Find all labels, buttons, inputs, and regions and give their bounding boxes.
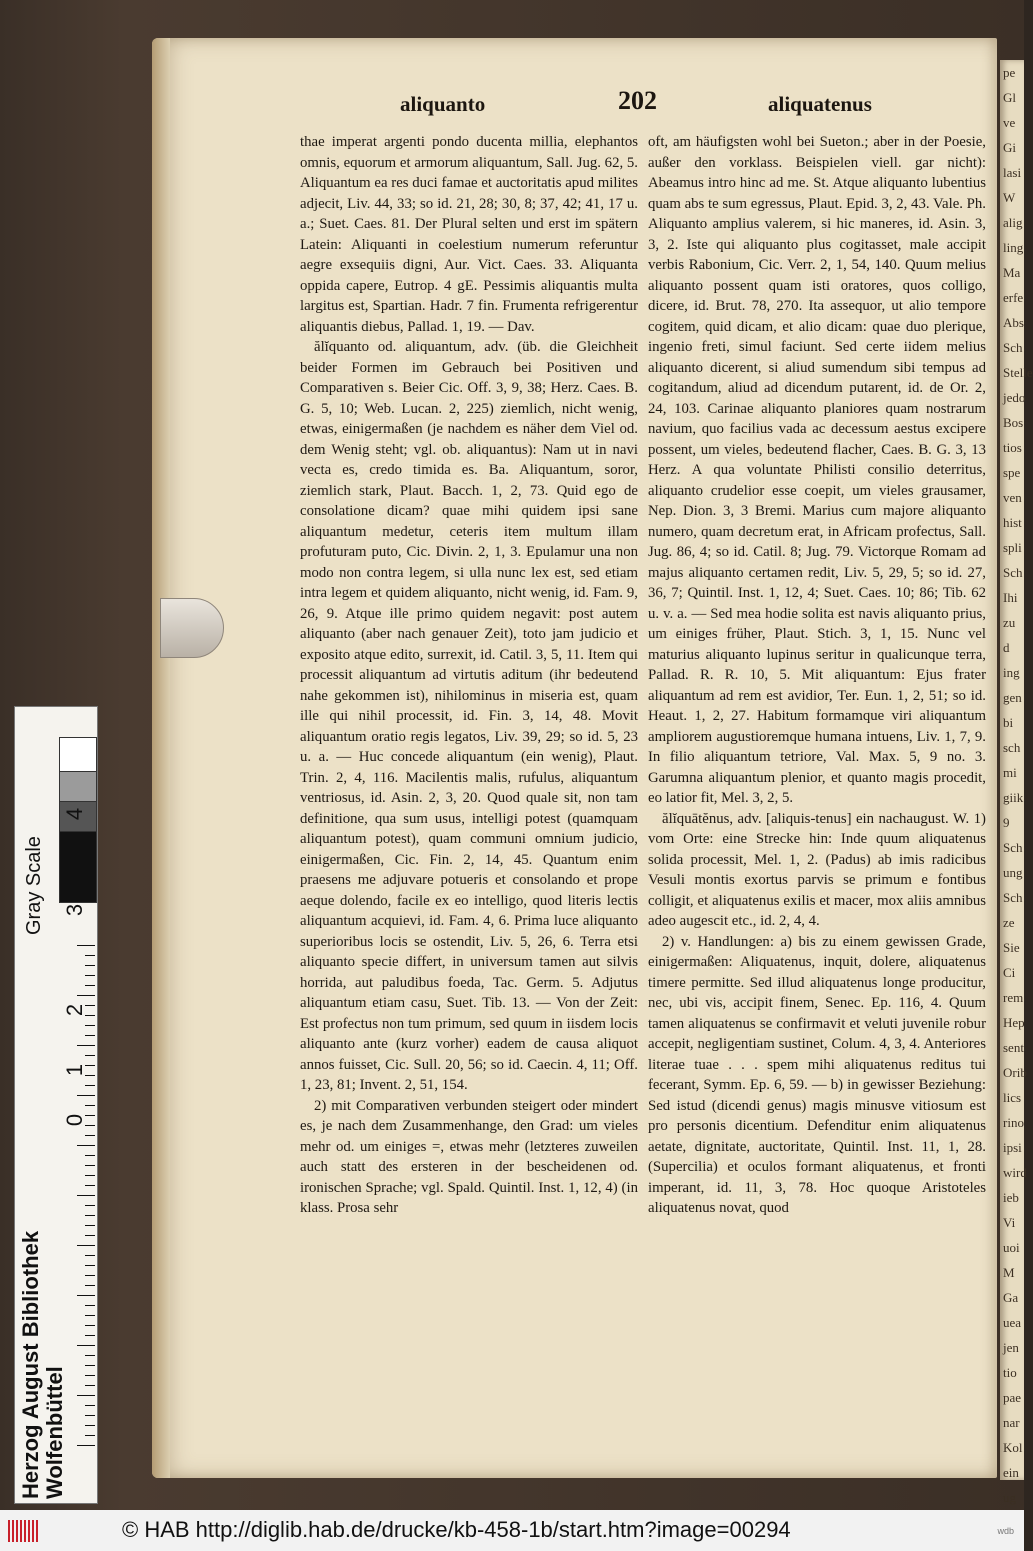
next-page-fragment: Ci [1003, 965, 1016, 980]
ruler-tick [77, 1445, 95, 1446]
ruler-tick [85, 1105, 95, 1106]
next-page-fragment: jedo [1003, 390, 1026, 405]
next-page-fragment: ieb [1003, 1190, 1019, 1205]
next-page-fragment: Ma [1003, 265, 1021, 280]
next-page-fragment: ipsi [1003, 1140, 1022, 1155]
ruler-tick [85, 1355, 95, 1356]
ruler-tick [85, 1385, 95, 1386]
ruler-tick [85, 1315, 95, 1316]
next-page-fragment: ein [1003, 1465, 1019, 1480]
ruler-number: 3 [62, 903, 87, 917]
ruler-tick [77, 945, 95, 946]
next-page-fragment: alig [1003, 215, 1023, 230]
ruler-tick [85, 1205, 95, 1206]
next-page-fragment: sent [1003, 1040, 1024, 1055]
next-page-fragment: sch [1003, 740, 1021, 755]
ruler-tick [85, 1415, 95, 1416]
ruler-tick [77, 1195, 95, 1196]
next-page-fragment: erfe [1003, 290, 1024, 305]
header-right-word: aliquatenus [768, 92, 872, 116]
ruler-tick [85, 1215, 95, 1216]
next-page-fragment: lasi [1003, 165, 1022, 180]
next-page-fragment: spe [1003, 465, 1021, 480]
next-page-fragment: bi [1003, 715, 1014, 730]
next-page-fragment: giik [1003, 790, 1024, 805]
next-page-fragment: lics [1003, 1090, 1022, 1105]
footer-tag: wdb [997, 1526, 1014, 1536]
ruler-tick [85, 1175, 95, 1176]
ruler-tick [77, 1145, 95, 1146]
next-page-fragment: pae [1003, 1390, 1022, 1405]
next-page-fragment: wird [1003, 1165, 1027, 1180]
next-page-fragment: Bos [1003, 415, 1024, 430]
next-page-fragment: ling [1003, 240, 1024, 255]
next-page-fragment: Sch [1003, 890, 1023, 905]
ruler-tick [77, 1245, 95, 1246]
ruler-tick [85, 1405, 95, 1406]
next-page-fragment: Ga [1003, 1290, 1019, 1305]
next-page-fragment: Gl [1003, 90, 1016, 105]
next-page-fragment: ung [1003, 865, 1023, 880]
next-page-fragment: zu d [1003, 615, 1016, 655]
next-page-fragment: tio [1003, 1365, 1017, 1380]
next-page-fragment: Sie [1003, 940, 1020, 955]
next-page-fragment: nar [1003, 1415, 1020, 1430]
entry-aliquatenus: ălĭquātĕnus, adv. [aliquis-tenus] ein nachaugust. W. 1) vom Orte: eine Strecke hin: Inde quum aliquatenus solida processit, Mel. 1, 2. (Padus) ab imis radicibus Vesuli montis exortus parvis se primum e fontibus colligit, et aliquatenus exilis et macer, mox aliis amnibus adeo augescit etc., id. 2, 4, 4. [648, 810, 986, 929]
next-page-fragment: Gi [1003, 140, 1016, 155]
next-page-fragment: Hep [1003, 1015, 1025, 1030]
institution-line-1: Herzog August Bibliothek [18, 1230, 43, 1499]
gray-scale-label: Gray Scale [23, 836, 45, 935]
institution-label [18, 1079, 67, 1499]
ruler-tick [85, 1135, 95, 1136]
ruler-tick [85, 1255, 95, 1256]
ruler-tick [85, 1375, 95, 1376]
next-page-fragment: spli [1003, 540, 1022, 555]
next-page-fragment: M [1003, 1265, 1015, 1280]
left-column [300, 132, 638, 1219]
page-clip-icon [160, 598, 224, 658]
next-page-fragment: mi [1003, 765, 1017, 780]
next-page-fragment: pe [1003, 65, 1016, 80]
next-page-fragment: Ihi [1003, 590, 1018, 605]
ruler-tick [85, 975, 95, 976]
next-page-fragment: rino [1003, 1115, 1024, 1130]
next-page-fragment: Abs [1003, 315, 1024, 330]
page-number: 202 [618, 86, 657, 115]
next-page-fragment: Sch [1003, 840, 1023, 855]
footer-bar [0, 1510, 1024, 1551]
next-page-fragment: Sch [1003, 565, 1023, 580]
ruler-tick [85, 1155, 95, 1156]
next-page-fragment: gen [1003, 690, 1022, 705]
next-page-fragment: ze [1003, 915, 1015, 930]
ruler-tick [85, 1085, 95, 1086]
ruler-tick [77, 1345, 95, 1346]
ruler-tick [85, 1055, 95, 1056]
ruler-tick [85, 1325, 95, 1326]
ruler-tick [77, 1395, 95, 1396]
left-paragraph: thae imperat argenti pondo ducenta millia, elephantos omnis, equorum et armorum aliquantum, Sall. Jug. 62, 5. Aliquantum ea res duci famae et auctoritatis apud milites adjecit, Liv. 44, 33; so id. 21, 28; 30, 8; 37, 42; 41, 17 u. a.; Suet. Caes. 81. Der Plural selten und erst im spätern Latein: Aliquanti in coelestium numerum referuntur aegre exsequiis digni, Aur. Vict. Caes. 33. Aliquanta oppida capere, Eutrop. 4 gE. Pessimis aliquantis multa largitus est, Spartian. Hadr. 7 fin. Frumenta refrigerentur aliquantis diebus, Pallad. 1, 19. — Dav. [300, 134, 638, 335]
ruler-number: 2 [62, 1003, 87, 1017]
ruler-tick [85, 955, 95, 956]
ruler-tick [77, 1095, 95, 1096]
ruler-tick [85, 1435, 95, 1436]
institution-line-2: Wolfenbüttel [42, 1366, 67, 1499]
next-page-fragment: ing [1003, 665, 1020, 680]
next-page-fragment: Orib [1003, 1065, 1027, 1080]
next-page-fragment: 9 [1003, 815, 1010, 830]
ruler-number: 4 [62, 807, 87, 821]
ruler-number: 0 [62, 1113, 87, 1127]
right-paragraph: oft, am häufigsten wohl bei Sueton.; aber in der Poesie, außer den vorklass. Beispielen viell. gar nicht): Abeamus intro hinc ad me. St. Atque aliquanto lubentius quam abs te sum egressus, Plaut. Epid. 3, 2, 43. Vale. Ph. Aliquanto amplius valerem, si hic maneres, id. Asin. 3, 3, 2. Iste qui aliquanto plus cogitasset, male accipit verbis Rabonium, Cic. Verr. 2, 1, 54, 140. Quum melius aliquanto possent quam isti oratores, quos colligo, dicere, id. Brut. 78, 270. Ita assequor, ut alio tempore cogitem, quid dicam, et alio dicam: quae duo plerique, ingenio freti, simul faciunt. Sed certe iidem melius aliquanto dicerent, si aliud sumendum sibi tempus ad cogitandum, aliud ad dicendum putarent, id. de Or. 2, 24, 103. Carinae aliquanto planiores quam nostrarum navium, quo facilius vada ac decessum aestus excipere possent, um vieles, bedeutend flacher, Caes. B. G. 3, 13 Herz. A qua voluntate Philisti consilio deterritus, aliquanto crudelior esse coepit, um vieles grausamer, Nep. Dion. 3, 3 Bremi. Marius cum majore aliquanto numero, quam decretum erat, in Africam profectus, Sall. Jug. 86, 4; so id. Catil. 8; Jug. 79. Victorque Romam ad majus aliquanto certamen redit, Liv. 5, 29, 5; so id. 27, 36, 7; Quintil. Inst. 1, 12, 4; Suet. Caes. 10; 86; Tib. 62 u. v. a. — Sed mea hodie solita est navis aliquanto prius, um einiges früher, Plaut. Stich. 3, 1, 15. Nunc vel maturius aliquanto lupinus seritur in qualicunque terra, Pallad. R. R. 10, 5. Mit aliquantum: Ejus frater aliquantum ad rem est avidior, Ter. Eun. 1, 2, 51; so id. Heaut. 1, 2, 27. Habitum formamque viri aliquantum ampliorem augustioremque humana intuens, Liv. 1, 7, 9. In filio aliquantum tetriore, Val. Max. 5, 9 no. 3. Garumna aliquantum plenior, et quanto magis procedit, eo latior fit, Mel. 3, 2, 5. [648, 134, 986, 806]
ruler-tick [77, 995, 95, 996]
ruler-tick [85, 1335, 95, 1336]
ruler-tick [85, 1235, 95, 1236]
next-page-fragment: ven [1003, 490, 1022, 505]
next-page-fragment: hist [1003, 515, 1022, 530]
next-page-fragment: uea [1003, 1315, 1022, 1330]
ruler-tick [85, 1265, 95, 1266]
next-page-fragment: Vi [1003, 1215, 1016, 1230]
ruler-tick [85, 1225, 95, 1226]
ruler-tick [85, 1425, 95, 1426]
ruler-tick [85, 1305, 95, 1306]
ruler-number: 1 [62, 1063, 87, 1077]
next-page-fragment: ug [1003, 1490, 1016, 1505]
gray-patch-white [59, 737, 97, 773]
page-gutter [152, 38, 170, 1478]
ruler-tick [85, 1285, 95, 1286]
right-column [648, 132, 986, 1219]
ruler-tick [85, 1025, 95, 1026]
page-header [300, 86, 990, 128]
next-page-fragment: tios [1003, 440, 1022, 455]
ruler-tick [77, 1045, 95, 1046]
next-page-fragment: Sch [1003, 340, 1023, 355]
right-paragraph: 2) v. Handlungen: a) bis zu einem gewissen Grade, einigermaßen: Aliquatenus, inquit, dolere, aliquatenus timere permitte. Sed illud aliquatenus longe producitur, nec, ubi vis, accipit finem, Senec. Ep. 116, 4. Quum tamen aliquatenus se confirmavit et veluti juvenile robur accepit, negligentiam sustinet, Colum. 4, 3, 4. Anteriores literae tuae . . . spem mihi aliquatenus reditus tui fecerant, Symm. Ep. 6, 59. — b) in gewisser Beziehung: Sed istud (dicendi genus) magis minusve vitiosum est pro personis dicentium. Defenditur enim aliquatenus aetate, dignitate, auctoritate, Quintil. Inst. 11, 1, 28. (Supercilia) et oculos formant aliquatenus, et fronti imperant, id. 11, 3, 78. Hoc quoque Aristoteles aliquatenus novat, quod [648, 933, 986, 1216]
next-page-fragment: rem [1003, 990, 1024, 1005]
header-left-word: aliquanto [400, 92, 486, 116]
gray-patch-black [59, 831, 97, 903]
next-page-fragment: Stelle [1003, 365, 1033, 380]
next-page-fragment: Kol [1003, 1440, 1023, 1455]
ruler-tick [77, 1295, 95, 1296]
next-page-fragment: W [1003, 190, 1016, 205]
next-page-edge [1000, 60, 1033, 1505]
hab-logo-icon [8, 1520, 40, 1542]
ruler-tick [85, 1035, 95, 1036]
left-paragraph: 2) mit Comparativen verbunden steigert oder mindert es, je nach dem Zusammenhange, den Grad: um vieles mehr od. um einiges =, etwas mehr (letzteres zuweilen auch statt des ersteren in der bescheidenen od. ironischen Sprache; vgl. Spald. Quintil. Inst. 1, 12, 4) (in klass. Prosa sehr [300, 1097, 638, 1216]
ruler-tick [85, 1275, 95, 1276]
ruler-tick [85, 965, 95, 966]
ruler-tick [85, 985, 95, 986]
ruler-tick [85, 1365, 95, 1366]
ruler-tick [85, 1185, 95, 1186]
gray-patch-light [59, 771, 97, 803]
next-page-fragment: uoi [1003, 1240, 1020, 1255]
copyright-link[interactable]: © HAB http://diglib.hab.de/drucke/kb-458-1b/start.htm?image=00294 [122, 1517, 791, 1542]
entry-aliquanto: ălĭquanto od. aliquantum, adv. (üb. die Gleichheit beider Formen im Gebrauch bei Positiven und Comparativen s. Beier Cic. Off. 3, 9, 38; Herz. Caes. B. G. 5, 10; Web. Lucan. 2, 225) ziemlich, nicht wenig, etwas, einigermaßen (je nachdem es näher dem Viel od. dem Wenig steht; vgl. ob. aliquantus): Nam ut in navi vecta es, credo timida es. Ba. Aliquantum, soror, ziemlich stark, Plaut. Bacch. 1, 2, 73. Quid ego de consolatione dicam? quae mihi quidem ipsi sane aliquantum medetur, ceteris item multum illam profuturam puto, Cic. Divin. 2, 1, 3. Epulamur una non modo non contra legem, si ulla nunc lex est, sed etiam intra legem et quidem aliquanto, nicht wenig, id. Fam. 9, 26, 9. Atque ille primo quidem negavit: post autem aliquanto (aber nach genauer Zeit), toto jam judicio et exposito atque edito, surrexit, id. Catil. 3, 5, 11. Item qui processit aliquantum ad virtutis aditum (ihr bedeutend nahe gekommen ist), nihilominus in miseria est, quam ille qui nihil processit, id. Fin. 3, 14, 48. Movit aliquantum oratio regis legatos, Liv. 39, 29; so id. 5, 23 u. a. — Huc concede aliquantum (ein wenig), Plaut. Trin. 2, 4, 116. Macilentis malis, rufulus, aliquantum ventriosus, id. Asin. 2, 3, 20. Quod quale sit, non tam definitione, qua sum usus, intelligi potest (quamquam aliquantum potest), quam communi omnium judicio, einigermaßen, Cic. Fin. 2, 14, 45. Quantum enim praesens me adjuvare potueris et consolando et prope aeque dolendo, facile ex eo intelligo, quod literis lectis aliquantum acquievi, id. Fam. 4, 6. Prima luce aliquanto superioribus locis se ostendit, Liv. 5, 26, 6. Terra etsi aliquanto specie differt, in universum tamen aut silvis horrida, aut paludibus foeda, Tac. Germ. 5. Adjutus aliquantum etiam casu, Suet. Tib. 13. — Von der Zeit: Est profectus non tum primum, sed quum in iisdem locis aliquanto ante (kurz vorher) eadem de causa aliquot annos fuisset, Cic. Sull. 20, 56; so id. Caecin. 4, 11; Off. 1, 23, 81; Invent. 2, 51, 154. [300, 339, 638, 1093]
next-page-fragment: ve [1003, 115, 1016, 130]
next-page-fragment: jen [1003, 1340, 1019, 1355]
gray-scale-card [14, 706, 98, 1504]
ruler-tick [85, 1165, 95, 1166]
